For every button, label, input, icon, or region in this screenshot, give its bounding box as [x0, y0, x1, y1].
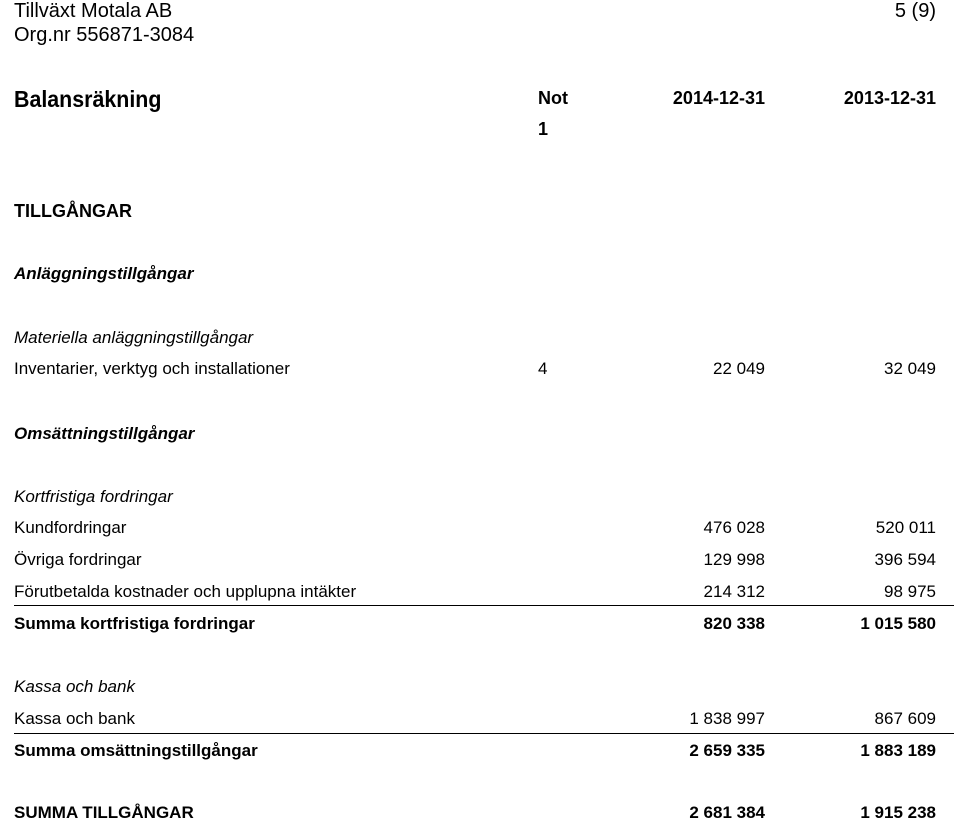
receivable-label: Förutbetalda kostnader och upplupna intäkter [14, 582, 357, 601]
current-assets-total-label: Summa omsättningstillgångar [14, 741, 258, 760]
note-column-header: Not [538, 88, 568, 108]
equipment-previous: 32 049 [884, 359, 936, 378]
receivables-total-previous: 1 015 580 [860, 614, 936, 633]
receivable-previous: 98 975 [884, 582, 936, 601]
receivable-previous: 520 011 [875, 518, 936, 537]
period-previous-header: 2013-12-31 [843, 88, 936, 108]
current-assets-heading: Omsättningstillgångar [14, 424, 195, 443]
note-number: 1 [538, 119, 549, 139]
receivable-current: 214 312 [703, 582, 765, 601]
equipment-note: 4 [538, 359, 548, 378]
period-current-header: 2014-12-31 [672, 88, 765, 108]
receivables-total-current: 820 338 [703, 614, 765, 633]
subtotal-rule [14, 605, 954, 606]
tangible-assets-heading: Materiella anläggningstillgångar [14, 328, 254, 347]
page-number: 5 (9) [894, 0, 936, 22]
equipment-current: 22 049 [713, 359, 765, 378]
subtotal-rule [14, 733, 954, 734]
assets-total-previous: 1 915 238 [860, 803, 936, 822]
cash-heading: Kassa och bank [14, 677, 135, 696]
receivables-total-label: Summa kortfristiga fordringar [14, 614, 255, 633]
current-assets-total-current: 2 659 335 [689, 741, 765, 760]
receivable-label: Kundfordringar [14, 518, 127, 537]
cash-label: Kassa och bank [14, 709, 135, 728]
assets-total-label: SUMMA TILLGÅNGAR [14, 803, 194, 822]
assets-total-current: 2 681 384 [689, 803, 765, 822]
fixed-assets-heading: Anläggningstillgångar [14, 264, 194, 283]
current-assets-total-previous: 1 883 189 [860, 741, 936, 760]
equipment-label: Inventarier, verktyg och installationer [14, 359, 290, 378]
org-number: Org.nr 556871-3084 [14, 24, 195, 46]
cash-previous: 867 609 [874, 709, 936, 728]
receivable-current: 476 028 [703, 518, 765, 537]
cash-current: 1 838 997 [689, 709, 765, 728]
company-name: Tillväxt Motala AB [14, 0, 173, 22]
assets-heading: TILLGÅNGAR [14, 201, 132, 221]
short-term-receivables-heading: Kortfristiga fordringar [14, 487, 173, 506]
statement-title: Balansräkning [14, 86, 162, 112]
receivable-current: 129 998 [703, 550, 765, 569]
receivable-previous: 396 594 [874, 550, 936, 569]
receivable-label: Övriga fordringar [14, 550, 142, 569]
